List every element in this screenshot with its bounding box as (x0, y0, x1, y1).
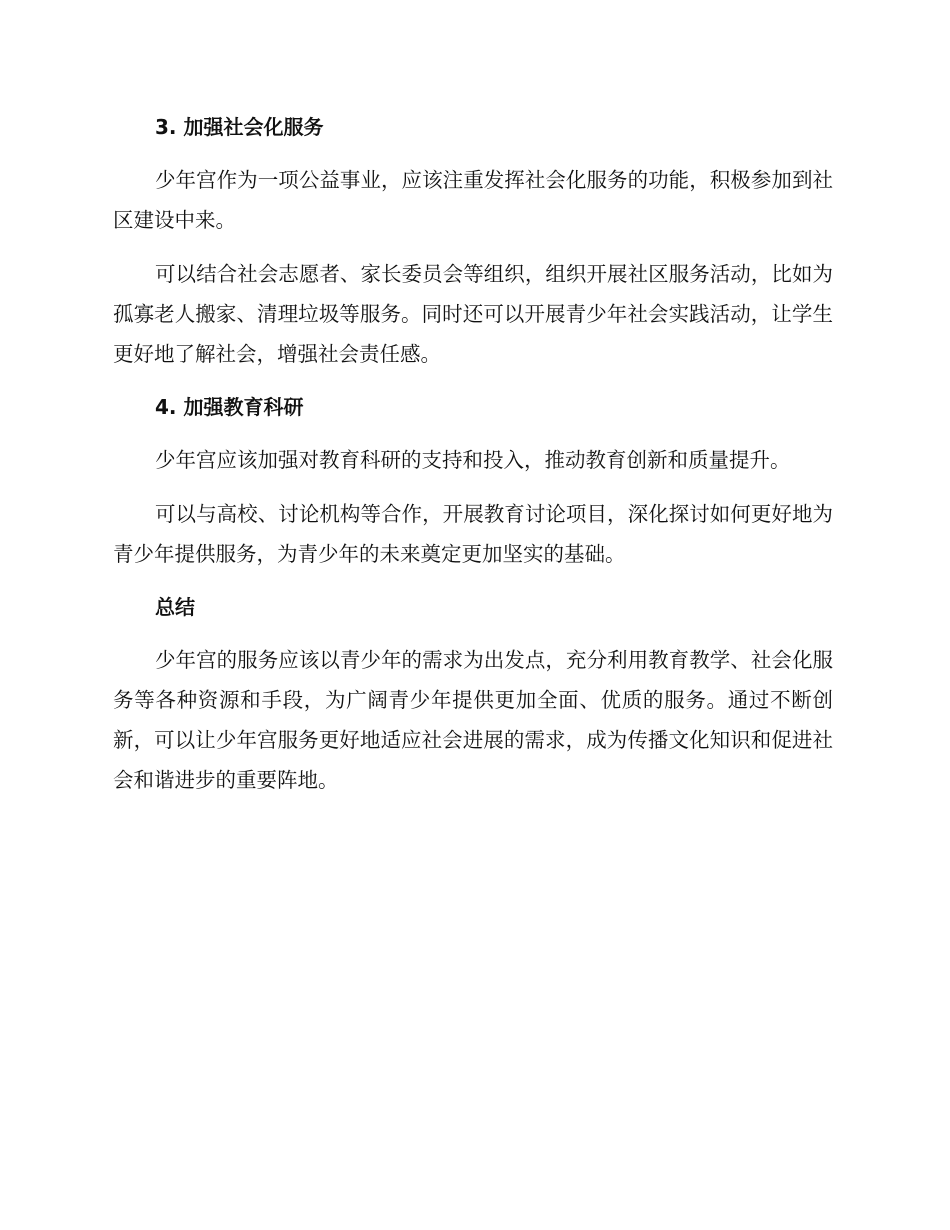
section-heading: 4. 加强教育科研 (155, 395, 304, 419)
paragraph: 少年宫应该加强对教育科研的支持和投入，推动教育创新和质量提升。 (155, 448, 791, 472)
paragraph: 可以结合社会志愿者、家长委员会等组织，组织开展社区服务活动，比如为孤寡老人搬家、清理垃圾等服务。同时还可以开展青少年社会实践活动，让学生更好地了解社会，增强社会责任感。 (113, 262, 833, 366)
document-body (113, 108, 833, 814)
section-education-research (113, 388, 833, 574)
section-summary (113, 588, 833, 800)
paragraph: 少年宫作为一项公益事业，应该注重发挥社会化服务的功能，积极参加到社区建设中来。 (113, 168, 833, 232)
paragraph: 少年宫的服务应该以青少年的需求为出发点，充分利用教育教学、社会化服务等各种资源和手段，为广阔青少年提供更加全面、优质的服务。通过不断创新，可以让少年宫服务更好地适应社会进展的需求，成为传播文化知识和促进社会和谐进步的重要阵地。 (113, 648, 833, 792)
section-social-services (113, 108, 833, 374)
paragraph: 可以与高校、讨论机构等合作，开展教育讨论项目，深化探讨如何更好地为青少年提供服务，为青少年的未来奠定更加坚实的基础。 (113, 502, 833, 566)
section-heading: 3. 加强社会化服务 (155, 115, 324, 139)
section-heading: 总结 (155, 595, 195, 619)
